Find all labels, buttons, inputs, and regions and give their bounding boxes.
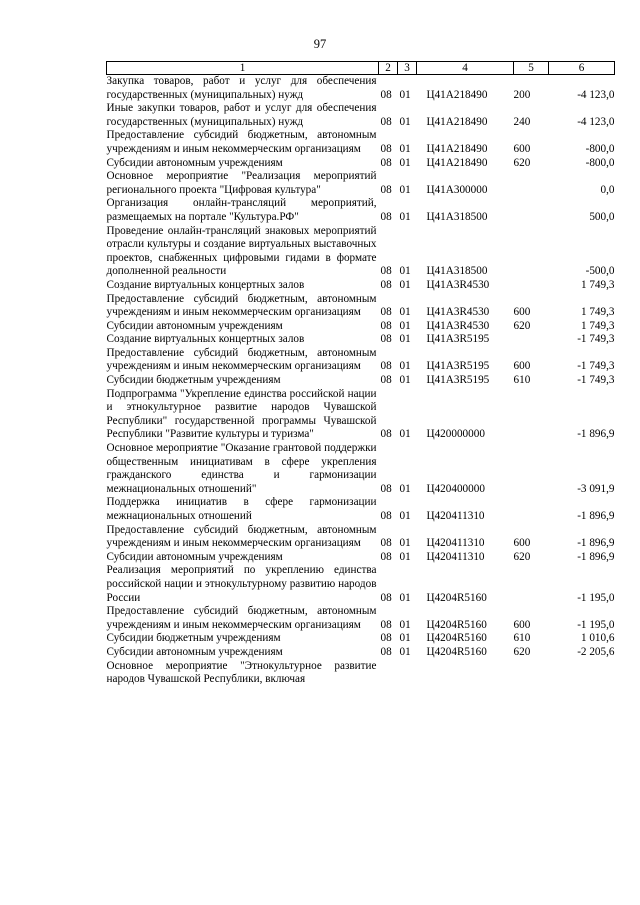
row-name-cell: Предоставление субсидий бюджетным, автономным учреждениям и иным некоммерческим организациям: [106, 292, 377, 319]
row-amount-cell: 0,0: [600, 183, 615, 196]
table-row: [107, 102, 615, 129]
row-subsection-cell: [398, 660, 417, 687]
table-row: [107, 442, 615, 496]
row-expense-type-cell: 600: [513, 306, 531, 319]
row-amount-cell: 500,0: [589, 210, 615, 223]
table-row: [107, 524, 615, 551]
row-name-cell: Субсидии автономным учреждениям: [106, 550, 283, 563]
row-subsection-cell: 01: [399, 428, 411, 441]
row-target-article-cell: Ц41А3R4530: [426, 319, 490, 332]
table-row: [107, 279, 615, 293]
row-name-cell: Подпрограмма "Укрепление единства российской нации и этнокультурное развитие народов Чувашской Республики" государственной программы Чувашской Республики "Развитие культуры и туризма": [106, 387, 377, 441]
table-row: [107, 333, 615, 347]
row-section-cell: 08: [380, 156, 392, 169]
row-target-article-cell: Ц420400000: [426, 482, 485, 495]
table-row: [107, 197, 615, 224]
row-amount-cell: -1 195,0: [577, 591, 615, 604]
row-section-cell: 08: [380, 183, 392, 196]
row-target-article-cell: Ц41А218490: [426, 142, 488, 155]
row-amount-cell: -4 123,0: [577, 115, 615, 128]
table-row: [107, 225, 615, 279]
table-row: [107, 564, 615, 605]
row-expense-type-cell: [514, 442, 549, 496]
table-row: [107, 170, 615, 197]
row-target-article-cell: Ц41А218490: [426, 115, 488, 128]
row-expense-type-cell: [514, 496, 549, 523]
row-subsection-cell: 01: [399, 333, 411, 346]
row-expense-type-cell: 600: [513, 537, 531, 550]
row-section-cell: 08: [380, 333, 392, 346]
row-expense-type-cell: 610: [513, 374, 531, 387]
table-row: [107, 157, 615, 171]
budget-table: [106, 61, 615, 687]
row-subsection-cell: 01: [399, 115, 411, 128]
row-name-cell: Основное мероприятие "Оказание грантовой поддержки общественным инициативам в сфере укрепления гражданского единства и гармонизации межнациональных отношений": [106, 442, 377, 495]
row-amount-cell: -4 123,0: [577, 88, 615, 101]
table-row: [107, 320, 615, 334]
row-expense-type-cell: [514, 333, 549, 347]
row-section-cell: 08: [380, 142, 392, 155]
row-name-cell: Субсидии автономным учреждениям: [106, 156, 283, 169]
row-section-cell: 08: [380, 550, 392, 563]
row-section-cell: 08: [380, 360, 392, 373]
row-name-cell: Основное мероприятие "Реализация мероприятий регионального проекта "Цифровая культура": [106, 170, 377, 196]
row-name-cell: Проведение онлайн-трансляций знаковых мероприятий отрасли культуры и создание виртуальных выставочных проектов, снабженных цифровыми гидами в формате дополненной реальности: [106, 224, 377, 278]
table-row: [107, 374, 615, 388]
table-header: [107, 62, 615, 75]
row-amount-cell: -500,0: [585, 265, 615, 278]
row-section-cell: 08: [380, 374, 392, 387]
row-target-article-cell: Ц420411310: [426, 537, 485, 550]
row-subsection-cell: 01: [399, 618, 411, 631]
row-expense-type-cell: [514, 279, 549, 293]
row-subsection-cell: 01: [399, 360, 411, 373]
row-expense-type-cell: [514, 660, 549, 687]
table-row: [107, 129, 615, 156]
row-amount-cell: -1 749,3: [577, 374, 615, 387]
row-target-article-cell: Ц420000000: [426, 428, 485, 441]
row-name-cell: Предоставление субсидий бюджетным, автономным учреждениям и иным некоммерческим организациям: [106, 129, 377, 155]
row-section-cell: 08: [380, 319, 392, 332]
row-section-cell: 08: [380, 115, 392, 128]
row-name-cell: Субсидии бюджетным учреждениям: [106, 374, 281, 387]
row-subsection-cell: 01: [399, 632, 411, 645]
row-expense-type-cell: [514, 388, 549, 442]
row-expense-type-cell: 620: [513, 156, 531, 169]
table-row: [107, 605, 615, 632]
row-section-cell: 08: [380, 210, 392, 223]
row-subsection-cell: 01: [399, 537, 411, 550]
page-number: 97: [313, 37, 327, 51]
row-name-cell: Создание виртуальных концертных залов: [106, 333, 305, 346]
row-subsection-cell: 01: [399, 183, 411, 196]
row-name-cell: Поддержка инициатив в сфере гармонизации межнациональных отношений: [106, 496, 377, 522]
row-target-article-cell: Ц4204R5160: [426, 632, 487, 645]
row-section-cell: 08: [380, 88, 392, 101]
row-subsection-cell: 01: [399, 278, 411, 291]
row-target-article-cell: Ц420411310: [426, 510, 485, 522]
row-expense-type-cell: [514, 170, 549, 197]
row-subsection-cell: 01: [399, 306, 411, 319]
row-subsection-cell: 01: [399, 510, 411, 522]
row-subsection-cell: 01: [399, 265, 411, 278]
row-section-cell: 08: [380, 278, 392, 291]
row-expense-type-cell: [514, 197, 549, 224]
row-subsection-cell: 01: [399, 156, 411, 169]
table-row: [107, 347, 615, 374]
row-name-cell: Закупка товаров, работ и услуг для обеспечения государственных (муниципальных) нужд: [106, 75, 377, 101]
header-col-expense-type: 5: [514, 62, 549, 75]
header-col-amount: 6: [549, 62, 615, 75]
row-subsection-cell: 01: [399, 482, 411, 495]
row-expense-type-cell: 600: [513, 142, 531, 155]
table-row: [107, 496, 615, 523]
row-target-article-cell: Ц41А300000: [426, 183, 488, 196]
row-target-article-cell: Ц41А3R4530: [426, 306, 490, 319]
row-section-cell: 08: [380, 482, 392, 495]
row-name-cell: Субсидии автономным учреждениям: [106, 645, 283, 658]
row-amount-cell: [549, 660, 615, 687]
row-target-article-cell: Ц4204R5160: [426, 591, 487, 604]
row-subsection-cell: 01: [399, 88, 411, 101]
row-amount-cell: 1 010,6: [580, 632, 615, 645]
row-section-cell: 08: [380, 510, 392, 522]
row-amount-cell: 1 749,3: [580, 319, 615, 332]
row-name-cell: Предоставление субсидий бюджетным, автономным учреждениям и иным некоммерческим организациям: [106, 605, 377, 631]
row-expense-type-cell: 610: [513, 632, 531, 645]
header-col-section: 2: [379, 62, 398, 75]
row-target-article-cell: Ц41А3R5195: [426, 360, 490, 373]
row-amount-cell: -1 896,9: [577, 510, 615, 522]
row-amount-cell: -1 896,9: [577, 428, 615, 441]
header-col-name: 1: [107, 62, 379, 75]
row-name-cell: Создание виртуальных концертных залов: [106, 278, 305, 291]
row-expense-type-cell: [514, 564, 549, 605]
row-target-article-cell: Ц4204R5160: [426, 645, 487, 658]
row-amount-cell: -1 896,9: [577, 550, 615, 563]
row-subsection-cell: 01: [399, 210, 411, 223]
row-section-cell: 08: [380, 618, 392, 631]
row-name-cell: Предоставление субсидий бюджетным, автономным учреждениям и иным некоммерческим организациям: [106, 346, 377, 373]
row-section-cell: 08: [380, 632, 392, 645]
row-section-cell: 08: [380, 537, 392, 550]
row-target-article-cell: Ц41А3R5195: [426, 374, 490, 387]
table-row: [107, 551, 615, 565]
row-section-cell: 08: [380, 428, 392, 441]
row-name-cell: Иные закупки товаров, работ и услуг для обеспечения государственных (муниципальных) нужд: [106, 102, 377, 128]
row-name-cell: Организация онлайн-трансляций мероприятий, размещаемых на портале "Культура.РФ": [106, 197, 377, 223]
row-expense-type-cell: 600: [513, 360, 531, 373]
table-row: [107, 293, 615, 320]
row-target-article-cell: [417, 660, 514, 687]
row-section-cell: 08: [380, 591, 392, 604]
row-target-article-cell: Ц4204R5160: [426, 618, 487, 631]
row-section-cell: 08: [380, 306, 392, 319]
row-name-cell: Реализация мероприятий по укреплению единства российской нации и этнокультурному развитию народов России: [106, 564, 377, 604]
row-amount-cell: -2 205,6: [577, 645, 615, 658]
row-section-cell: [379, 660, 398, 687]
row-subsection-cell: 01: [399, 319, 411, 332]
row-amount-cell: -1 749,3: [577, 360, 615, 373]
row-name-cell: Предоставление субсидий бюджетным, автономным учреждениям и иным некоммерческим организациям: [106, 523, 377, 550]
row-amount-cell: 1 749,3: [580, 306, 615, 319]
row-name-cell: Субсидии автономным учреждениям: [106, 319, 283, 332]
row-expense-type-cell: 200: [513, 88, 531, 101]
row-target-article-cell: Ц420411310: [426, 550, 485, 563]
row-target-article-cell: Ц41А3R4530: [426, 278, 490, 291]
row-amount-cell: -800,0: [585, 156, 615, 169]
row-target-article-cell: Ц41А318500: [426, 210, 488, 223]
row-amount-cell: -1 195,0: [577, 618, 615, 631]
row-amount-cell: -1 896,9: [577, 537, 615, 550]
row-subsection-cell: 01: [399, 374, 411, 387]
row-subsection-cell: 01: [399, 591, 411, 604]
table-row: [107, 75, 615, 103]
row-expense-type-cell: [514, 225, 549, 279]
row-name-cell: Основное мероприятие "Этнокультурное развитие народов Чувашской Республики, включая: [106, 659, 377, 686]
row-amount-cell: -800,0: [585, 142, 615, 155]
row-expense-type-cell: 620: [513, 319, 531, 332]
table-row: [107, 388, 615, 442]
table-body: [107, 75, 615, 687]
row-section-cell: 08: [380, 645, 392, 658]
table-row: [107, 632, 615, 646]
header-row: [107, 62, 615, 75]
row-amount-cell: -3 091,9: [577, 482, 615, 495]
row-target-article-cell: Ц41А318500: [426, 265, 488, 278]
header-col-target-article: 4: [417, 62, 514, 75]
row-name-cell: Субсидии бюджетным учреждениям: [106, 632, 281, 645]
row-target-article-cell: Ц41А218490: [426, 156, 488, 169]
row-amount-cell: -1 749,3: [577, 333, 615, 346]
row-amount-cell: 1 749,3: [580, 278, 615, 291]
row-subsection-cell: 01: [399, 550, 411, 563]
row-expense-type-cell: 600: [513, 618, 531, 631]
header-col-subsection: 3: [398, 62, 417, 75]
table-row: [107, 646, 615, 660]
table-row: [107, 660, 615, 687]
row-expense-type-cell: 620: [513, 645, 531, 658]
row-expense-type-cell: 620: [513, 550, 531, 563]
row-subsection-cell: 01: [399, 645, 411, 658]
row-subsection-cell: 01: [399, 142, 411, 155]
row-target-article-cell: Ц41А3R5195: [426, 333, 490, 346]
row-target-article-cell: Ц41А218490: [426, 88, 488, 101]
row-section-cell: 08: [380, 265, 392, 278]
row-expense-type-cell: 240: [513, 115, 531, 128]
